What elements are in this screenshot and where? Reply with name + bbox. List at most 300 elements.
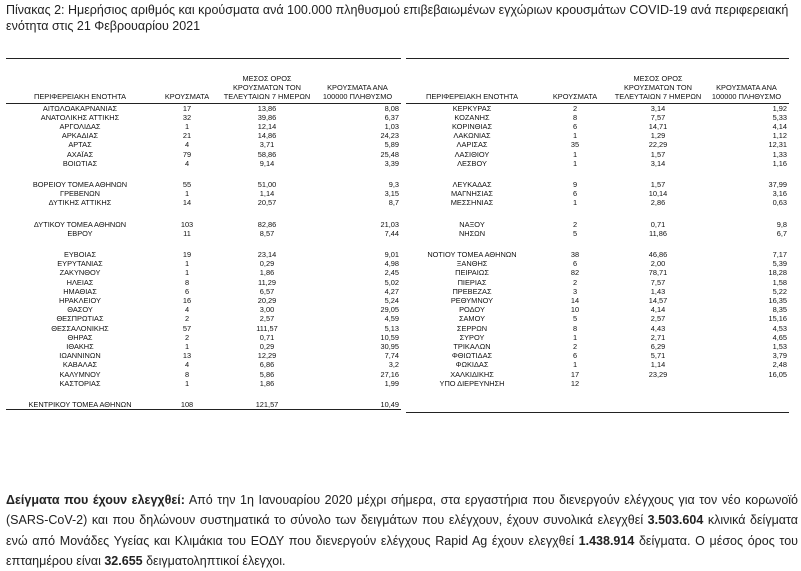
weekly-average-samples: 32.655 — [104, 553, 143, 568]
cases-cell: 17 — [182, 103, 192, 113]
cases-cell: 6 — [572, 189, 578, 199]
avg7-cell — [612, 238, 704, 250]
table-row — [6, 180, 401, 189]
avg7-cell: 1,29 — [650, 131, 666, 141]
unit-name-cell: ΚΟΡΙΝΘΙΑΣ — [451, 121, 493, 131]
per100k-cell — [314, 168, 401, 180]
per100k-cell: 1,58 — [772, 277, 787, 287]
table-row — [6, 305, 401, 314]
cases-cell — [154, 168, 220, 180]
table-row — [406, 370, 789, 379]
avg7-cell: 1,14 — [259, 189, 275, 199]
avg7-cell: 82,86 — [257, 219, 277, 229]
unit-name-cell: ΚΑΛΥΜΝΟΥ — [59, 369, 101, 379]
table-row — [406, 314, 789, 323]
avg7-cell: 1,86 — [259, 268, 275, 278]
unit-name-cell: ΑΧΑΪΑΣ — [66, 149, 94, 159]
table-row — [6, 113, 401, 122]
samples-text-1: Από την 1η Ιανουαρίου 2020 μέχρι σήμερα, στα εργαστήρια που διενεργούν ελέγχους για τον νέο κορωνοϊό (SARS-CoV-2) και που δηλώνουν συστηματικά το σύνολο των δειγμάτων που ελέγχουν, έχουν συνολικά ελεγχθεί — [6, 493, 798, 528]
right-table — [406, 58, 789, 413]
per100k-cell — [314, 388, 401, 400]
unit-name-cell: ΓΡΕΒΕΝΩΝ — [60, 189, 100, 199]
unit-name-cell: ΙΘΑΚΗΣ — [66, 341, 94, 351]
table-row — [6, 168, 401, 180]
avg7-cell: 22,29 — [648, 140, 668, 150]
avg7-cell: 7,57 — [650, 277, 666, 287]
per100k-cell: 9,3 — [388, 179, 399, 189]
avg7-cell: 6,29 — [650, 341, 666, 351]
avg7-cell: 3,71 — [259, 140, 275, 150]
unit-name-cell — [406, 400, 538, 413]
unit-name-cell: ΝΟΤΙΟΥ ΤΟΜΕΑ ΑΘΗΝΩΝ — [427, 249, 517, 259]
per100k-cell: 16,05 — [768, 369, 787, 379]
table-row — [406, 342, 789, 351]
per100k-cell: 12,31 — [768, 140, 787, 150]
unit-name-cell: ΜΕΣΣΗΝΙΑΣ — [450, 198, 494, 208]
header-avg7: ΜΕΣΟΣ ΟΡΟΣ ΚΡΟΥΣΜΑΤΩΝ ΤΟΝ ΤΕΛΕΥΤΑΙΩΝ 7 ΗΜΕΡΩΝ — [220, 59, 314, 103]
per100k-cell: 8,08 — [384, 103, 399, 113]
per100k-cell: 9,01 — [384, 249, 399, 259]
per100k-cell: 27,16 — [380, 369, 399, 379]
per100k-cell: 5,24 — [384, 295, 399, 305]
unit-name-cell: ΗΜΑΘΙΑΣ — [63, 286, 97, 296]
unit-name-cell: ΠΡΕΒΕΖΑΣ — [452, 286, 492, 296]
samples-text-3: δείγματα. Ο μέσος όρος του επταημέρου είναι — [6, 533, 798, 568]
per100k-cell — [704, 238, 789, 250]
samples-text-4: δειγματοληπτικοί έλεγχοι. — [142, 553, 286, 568]
table-row — [6, 208, 401, 220]
unit-name-cell: ΔΥΤΙΚΟΥ ΤΟΜΕΑ ΑΘΗΝΩΝ — [33, 219, 127, 229]
table-row — [406, 388, 789, 400]
unit-name-cell: ΥΠΟ ΔΙΕΡΕΥΝΗΣΗ — [439, 378, 505, 388]
per100k-cell: 30,95 — [380, 341, 399, 351]
unit-name-cell: ΒΟΙΩΤΙΑΣ — [62, 158, 98, 168]
cases-cell: 1 — [184, 378, 190, 388]
unit-name-cell: ΡΟΔΟΥ — [459, 305, 485, 315]
table-row — [6, 324, 401, 333]
cases-cell: 3 — [572, 286, 578, 296]
avg7-cell — [612, 388, 704, 400]
per100k-cell: 3,39 — [384, 158, 399, 168]
unit-name-cell: ΑΡΤΑΣ — [68, 140, 92, 150]
table-row — [406, 189, 789, 198]
per100k-cell: 37,99 — [768, 179, 787, 189]
table-row — [406, 122, 789, 131]
table-row — [6, 278, 401, 287]
avg7-cell: 58,86 — [257, 149, 277, 159]
unit-name-cell — [406, 168, 538, 180]
cases-cell: 14 — [182, 198, 192, 208]
unit-name-cell: ΘΕΣΣΑΛΟΝΙΚΗΣ — [51, 323, 109, 333]
cases-cell: 1 — [184, 121, 190, 131]
unit-name-cell: ΗΡΑΚΛΕΙΟΥ — [59, 295, 101, 305]
avg7-cell: 23,14 — [257, 249, 277, 259]
samples-heading: Δείγματα που έχουν ελεγχθεί: — [6, 493, 185, 507]
per100k-cell: 5,39 — [772, 259, 787, 269]
cases-cell: 2 — [184, 314, 190, 324]
unit-name-cell: ΔΥΤΙΚΗΣ ΑΤΤΙΚΗΣ — [48, 198, 112, 208]
avg7-cell: 11,29 — [258, 277, 276, 287]
per100k-cell: 4,98 — [384, 259, 399, 269]
cases-cell: 1 — [184, 189, 190, 199]
table-row — [406, 400, 789, 413]
table-row — [6, 150, 401, 159]
avg7-cell: 2,57 — [650, 314, 666, 324]
unit-name-cell: ΑΝΑΤΟΛΙΚΗΣ ΑΤΤΙΚΗΣ — [40, 112, 120, 122]
cases-cell: 8 — [572, 112, 578, 122]
table-row — [6, 250, 401, 259]
avg7-cell: 3,14 — [650, 103, 666, 113]
unit-name-cell: ΜΑΓΝΗΣΙΑΣ — [451, 189, 493, 199]
cases-cell: 5 — [572, 228, 578, 238]
unit-name-cell — [6, 238, 154, 250]
avg7-cell: 14,57 — [648, 295, 668, 305]
avg7-cell — [220, 388, 314, 400]
avg7-cell: 9,14 — [259, 158, 275, 168]
cases-cell: 8 — [184, 277, 190, 287]
avg7-cell: 8,57 — [259, 228, 275, 238]
per100k-cell: 1,99 — [384, 378, 399, 388]
per100k-cell: 10,59 — [380, 332, 399, 342]
cases-cell: 55 — [182, 179, 192, 189]
unit-name-cell: ΚΑΒΑΛΑΣ — [62, 360, 98, 370]
table-row — [6, 220, 401, 229]
per100k-cell: 15,16 — [768, 314, 787, 324]
avg7-cell: 20,29 — [257, 295, 277, 305]
per100k-cell: 1,12 — [772, 131, 787, 141]
avg7-cell: 2,00 — [650, 259, 666, 269]
cases-cell: 1 — [572, 158, 578, 168]
table-row — [406, 180, 789, 189]
avg7-cell: 1,43 — [650, 286, 666, 296]
per100k-cell: 6,37 — [384, 112, 399, 122]
table-row — [406, 208, 789, 220]
avg7-cell: 3,00 — [259, 305, 275, 315]
avg7-cell: 20,57 — [257, 198, 277, 208]
table-row — [406, 278, 789, 287]
table-row — [406, 351, 789, 360]
per100k-cell: 3,15 — [384, 189, 399, 199]
unit-name-cell: ΝΑΞΟΥ — [459, 219, 485, 229]
per100k-cell: 5,33 — [772, 112, 787, 122]
per100k-cell: 25,48 — [380, 149, 399, 159]
cases-cell: 11 — [183, 228, 191, 238]
cases-cell: 103 — [180, 219, 194, 229]
unit-name-cell — [406, 208, 538, 220]
avg7-cell: 5,86 — [259, 369, 275, 379]
cases-cell: 57 — [182, 323, 192, 333]
cases-cell: 4 — [184, 158, 190, 168]
avg7-cell: 78,71 — [648, 268, 668, 278]
unit-name-cell: ΖΑΚΥΝΘΟΥ — [59, 268, 101, 278]
avg7-cell: 6,86 — [259, 360, 275, 370]
cases-cell: 108 — [154, 400, 220, 410]
unit-name-cell: ΑΡΓΟΛΙΔΑΣ — [59, 121, 101, 131]
unit-name-cell: ΕΥΒΟΙΑΣ — [63, 249, 97, 259]
cases-cell — [538, 208, 612, 220]
table-row — [6, 259, 401, 268]
avg7-cell: 14,86 — [257, 131, 277, 141]
header-unit: ΠΕΡΙΦΕΡΕΙΑΚΗ ΕΝΟΤΗΤΑ — [6, 59, 154, 103]
unit-name-cell: ΠΕΙΡΑΙΩΣ — [455, 268, 489, 278]
avg7-cell: 1,14 — [650, 360, 666, 370]
per100k-cell: 3,79 — [772, 351, 787, 361]
table-row — [406, 150, 789, 159]
table-row — [6, 122, 401, 131]
table-row — [6, 333, 401, 342]
unit-name-cell — [6, 168, 154, 180]
cases-cell: 5 — [572, 314, 578, 324]
per100k-cell: 4,14 — [772, 121, 787, 131]
unit-name-cell: ΙΩΑΝΝΙΝΩΝ — [59, 351, 101, 361]
cases-cell: 4 — [184, 360, 190, 370]
unit-name-cell: ΛΕΥΚΑΔΑΣ — [452, 179, 492, 189]
table-row — [406, 360, 789, 369]
avg7-cell: 111,57 — [256, 323, 278, 333]
per100k-cell: 4,59 — [384, 314, 399, 324]
avg7-cell: 3,14 — [650, 158, 666, 168]
unit-name-cell: ΡΕΘΥΜΝΟΥ — [450, 295, 494, 305]
cases-cell: 1 — [572, 131, 578, 141]
per100k-cell: 10,49 — [314, 400, 401, 410]
table-row — [406, 113, 789, 122]
table-row — [406, 131, 789, 140]
avg7-cell: 13,86 — [257, 103, 277, 113]
avg7-cell: 46,86 — [648, 249, 668, 259]
cases-cell: 82 — [570, 268, 580, 278]
cases-cell: 1 — [572, 332, 578, 342]
header-unit: ΠΕΡΙΦΕΡΕΙΑΚΗ ΕΝΟΤΗΤΑ — [406, 59, 538, 103]
avg7-cell: 0,29 — [259, 259, 275, 269]
per100k-cell: 4,53 — [772, 323, 787, 333]
header-cases: ΚΡΟΥΣΜΑΤΑ — [154, 59, 220, 103]
table-row — [406, 238, 789, 250]
cases-cell: 8 — [184, 369, 190, 379]
per100k-cell: 24,23 — [380, 131, 399, 141]
per100k-cell — [314, 208, 401, 220]
avg7-cell: 14,71 — [648, 121, 668, 131]
table-row — [6, 400, 401, 410]
cases-cell: 2 — [572, 277, 578, 287]
table-row — [6, 314, 401, 323]
unit-name-cell: ΛΑΣΙΘΙΟΥ — [454, 149, 490, 159]
table-row — [6, 360, 401, 369]
table-row — [406, 229, 789, 238]
avg7-cell: 23,29 — [648, 369, 668, 379]
avg7-cell — [612, 208, 704, 220]
per100k-cell: 2,48 — [772, 360, 787, 370]
avg7-cell — [612, 400, 704, 413]
avg7-cell: 51,00 — [257, 179, 277, 189]
avg7-cell: 0,71 — [650, 219, 666, 229]
cases-cell — [538, 168, 612, 180]
table-row — [406, 168, 789, 180]
cases-cell: 6 — [572, 259, 578, 269]
avg7-cell: 4,14 — [650, 305, 666, 315]
cases-cell: 17 — [570, 369, 580, 379]
table-row — [6, 379, 401, 388]
cases-cell: 4 — [184, 305, 190, 315]
table-row — [406, 250, 789, 259]
table-row — [6, 140, 401, 149]
total-rapid-samples: 1.438.914 — [578, 533, 635, 548]
per100k-cell — [704, 379, 789, 388]
table-row — [6, 103, 401, 113]
cases-cell: 1 — [572, 149, 578, 159]
cases-cell: 12 — [570, 378, 580, 388]
total-pcr-samples: 3.503.604 — [647, 513, 704, 528]
per100k-cell: 1,16 — [772, 158, 787, 168]
per100k-cell: 18,28 — [768, 268, 787, 278]
per100k-cell: 7,74 — [384, 351, 399, 361]
per100k-cell — [704, 400, 789, 413]
avg7-cell: 12,14 — [257, 121, 277, 131]
per100k-cell: 5,02 — [384, 277, 399, 287]
cases-cell: 14 — [570, 295, 580, 305]
cases-cell: 79 — [182, 149, 192, 159]
unit-name-cell: ΤΡΙΚΑΛΩΝ — [453, 341, 491, 351]
avg7-cell: 39,86 — [257, 112, 277, 122]
unit-name-cell: ΠΙΕΡΙΑΣ — [457, 277, 487, 287]
per100k-cell — [314, 238, 401, 250]
unit-name-cell: ΕΥΡΥΤΑΝΙΑΣ — [57, 259, 103, 269]
avg7-cell — [220, 208, 314, 220]
unit-name-cell — [406, 388, 538, 400]
unit-name-cell: ΛΑΡΙΣΑΣ — [456, 140, 488, 150]
table-row — [406, 324, 789, 333]
per100k-cell: 5,89 — [384, 140, 399, 150]
per100k-cell — [704, 168, 789, 180]
table-row — [6, 198, 401, 207]
avg7-cell: 5,71 — [650, 351, 666, 361]
per100k-cell: 5,22 — [772, 286, 787, 296]
cases-cell: 1 — [572, 198, 578, 208]
per100k-cell: 7,17 — [772, 249, 787, 259]
per100k-cell: 8,7 — [388, 198, 399, 208]
table-row — [406, 287, 789, 296]
unit-name-cell: ΦΘΙΩΤΙΔΑΣ — [451, 351, 493, 361]
table-row — [6, 287, 401, 296]
unit-name-cell: ΘΑΣΟΥ — [67, 305, 93, 315]
avg7-cell: 4,43 — [650, 323, 666, 333]
unit-name-cell: ΚΑΣΤΟΡΙΑΣ — [59, 378, 101, 388]
avg7-cell — [220, 238, 314, 250]
avg7-cell — [612, 168, 704, 180]
avg7-cell: 2,71 — [650, 332, 666, 342]
table-row — [6, 296, 401, 305]
cases-cell: 1 — [184, 341, 190, 351]
table-row — [6, 131, 401, 140]
samples-paragraph — [6, 490, 798, 571]
cases-cell: 2 — [184, 332, 190, 342]
per100k-cell: 1,53 — [772, 341, 787, 351]
cases-cell: 1 — [572, 360, 578, 370]
table-row — [406, 379, 789, 388]
table-row — [6, 388, 401, 400]
avg7-cell: 2,57 — [259, 314, 275, 324]
table-row — [406, 296, 789, 305]
cases-cell: 13 — [182, 351, 192, 361]
cases-cell: 1 — [184, 259, 190, 269]
unit-name-cell: ΧΑΛΚΙΔΙΚΗΣ — [450, 369, 494, 379]
per100k-cell: 7,44 — [384, 228, 399, 238]
table-row — [406, 268, 789, 277]
avg7-cell: 7,57 — [650, 112, 666, 122]
table-caption: Πίνακας 2: Ημερήσιος αριθμός και κρούσματα ανά 100.000 πληθυσμού επιβεβαιωμένων εγχώριων κρουσμάτων COVID-19 ανά περιφερειακή ενότητα στις 21 Φεβρουαρίου 2021 — [6, 3, 789, 33]
unit-name-cell: ΘΕΣΠΡΩΤΙΑΣ — [56, 314, 104, 324]
cases-cell: 32 — [182, 112, 192, 122]
avg7-cell: 10,14 — [648, 189, 668, 199]
cases-cell: 10 — [570, 305, 580, 315]
cases-cell: 6 — [184, 286, 190, 296]
cases-cell: 4 — [184, 140, 190, 150]
per100k-cell: 16,35 — [768, 295, 787, 305]
unit-name-cell — [6, 388, 154, 400]
cases-cell — [154, 388, 220, 400]
unit-name-cell: ΘΗΡΑΣ — [67, 332, 93, 342]
cases-cell: 6 — [572, 121, 578, 131]
table-row — [406, 305, 789, 314]
unit-name-cell: ΚΟΖΑΝΗΣ — [454, 112, 490, 122]
cases-cell: 38 — [570, 249, 580, 259]
per100k-cell: 4,65 — [772, 332, 787, 342]
table-row — [406, 333, 789, 342]
unit-name-cell: ΣΕΡΡΩΝ — [456, 323, 488, 333]
unit-name-cell: ΞΑΝΘΗΣ — [456, 259, 488, 269]
table-row — [6, 229, 401, 238]
avg7-cell: 1,86 — [259, 378, 275, 388]
unit-name-cell: ΒΟΡΕΙΟΥ ΤΟΜΕΑ ΑΘΗΝΩΝ — [32, 179, 128, 189]
unit-name-cell: ΝΗΣΩΝ — [458, 228, 486, 238]
unit-name-cell: ΚΕΡΚΥΡΑΣ — [452, 103, 492, 113]
unit-name-cell: ΕΒΡΟΥ — [67, 228, 93, 238]
avg7-cell: 1,57 — [650, 179, 666, 189]
avg7-cell: 6,57 — [259, 286, 275, 296]
unit-name-cell: ΦΩΚΙΔΑΣ — [455, 360, 489, 370]
avg7-cell: 11,86 — [649, 228, 667, 238]
samples-text-2: κλινικά δείγματα ενώ από Μονάδες Υγείας και Κλιμάκια του ΕΟΔΥ που διενεργούν ελέγχους Rapid Ag έχουν ελεγχθεί — [6, 513, 798, 548]
avg7-cell: 1,57 — [650, 149, 666, 159]
header-cases: ΚΡΟΥΣΜΑΤΑ — [538, 59, 612, 103]
per100k-cell: 4,27 — [384, 286, 399, 296]
per100k-cell: 2,45 — [384, 268, 399, 278]
cases-cell: 8 — [572, 323, 578, 333]
cases-cell: 1 — [184, 268, 190, 278]
unit-name-cell — [406, 238, 538, 250]
unit-name-cell: ΑΡΚΑΔΙΑΣ — [61, 131, 99, 141]
unit-name-cell: ΣΥΡΟΥ — [459, 332, 485, 342]
table-row — [406, 140, 789, 149]
table-row — [406, 220, 789, 229]
cases-cell — [538, 388, 612, 400]
table-row — [6, 268, 401, 277]
cases-cell — [538, 238, 612, 250]
per100k-cell: 1,03 — [384, 121, 399, 131]
unit-name-cell: ΑΙΤΩΛΟΑΚΑΡΝΑΝΙΑΣ — [42, 103, 118, 113]
cases-cell: 19 — [182, 249, 192, 259]
cases-cell: 2 — [572, 219, 578, 229]
cases-cell: 35 — [570, 140, 580, 150]
unit-name-cell: ΛΕΣΒΟΥ — [457, 158, 487, 168]
cases-cell — [154, 208, 220, 220]
per100k-cell: 1,92 — [772, 103, 787, 113]
cases-cell: 16 — [182, 295, 192, 305]
table-row — [6, 238, 401, 250]
avg7-cell: 0,71 — [259, 332, 275, 342]
per100k-cell: 1,33 — [772, 149, 787, 159]
table-row — [406, 259, 789, 268]
cases-cell: 21 — [182, 131, 192, 141]
